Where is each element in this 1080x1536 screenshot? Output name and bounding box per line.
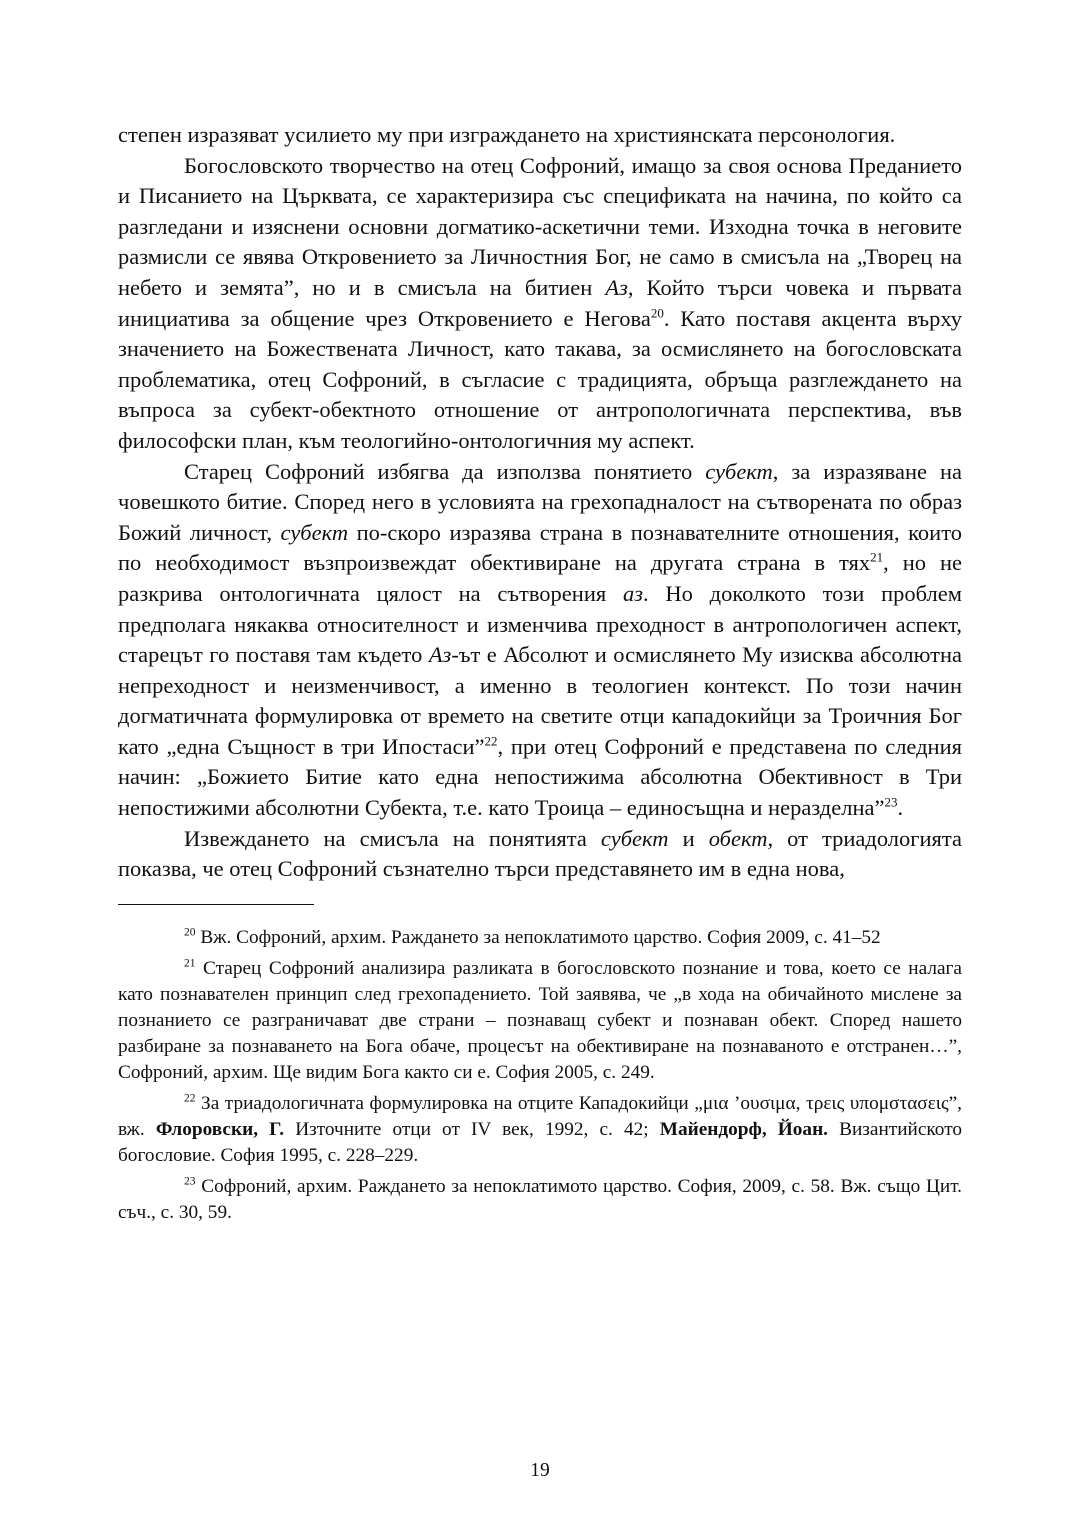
footnote-23 bbox=[118, 1174, 962, 1226]
footnote-ref-22[interactable]: 22 bbox=[484, 733, 498, 749]
footnotes bbox=[118, 925, 962, 1226]
footnote-text: Вж. Софроний, архим. Раждането за непоклатимото царство. София 2009, с. 41–52 bbox=[195, 926, 881, 948]
page-number: 19 bbox=[530, 1460, 550, 1481]
main-text bbox=[118, 120, 962, 885]
paragraph-4-text: Извеждането на смисъла на понятията bbox=[184, 825, 601, 851]
paragraph-2-text: , Който търси човека и първата инициатива за общение чрез Откровението е Негова bbox=[118, 274, 962, 331]
paragraph-2 bbox=[118, 151, 962, 457]
italic-term: Аз bbox=[605, 274, 628, 300]
paragraph-1-text: степен изразяват усилието му при изграждането на християнската персонология. bbox=[118, 122, 896, 147]
paragraph-2-text: Богословското творчество на отец Софроний, имащо за своя основа Преданието и Писанието на Църквата, се характеризира със спецификата на начина, по който са разгледани и изяснени основни догматико-аскетични теми. Изходна точка в неговите размисли се явява Откровението за Личностния Бог, не само в смисъла на „Творец на небето и земята”, но и в смисъла на битиен bbox=[118, 152, 962, 300]
footnote-text: Източните отци от IV век, 1992, с. 42; bbox=[284, 1118, 660, 1140]
paragraph-2-text: . Като поставя акцента върху значението на Божествената Личност, като такава, за осмислянето на богословската проблематика, отец Софроний, в съгласие с традицията, обръща разглеждането на въпроса за субект-обектното отношение от антропологичната перспектива, във философски план, към теологийно-онтологичния му аспект. bbox=[118, 305, 963, 453]
footnote-21 bbox=[118, 956, 962, 1086]
footnote-text: Софроний, архим. Раждането за непоклатимото царство. София, 2009, с. 58. Вж. също Цит. съч., с. 30, 59. bbox=[118, 1175, 962, 1223]
author-name: Флоровски, Г. bbox=[155, 1118, 285, 1140]
paragraph-4-text: и bbox=[668, 825, 709, 851]
paragraph-3-text: , при отец Софроний е представена по следния начин: „Божието Битие като една непостижима абсолютна Обективност в Три непостижими абсолютни Субекта, т.е. като Троица – единосъщна и неразделна” bbox=[118, 733, 962, 821]
paragraph-3 bbox=[118, 457, 962, 824]
footnote-text: За триадологичната формулировка на отците Кападокийци „μια ’ουσιμα, τρεις υπομστασεις”, вж. bbox=[118, 1092, 962, 1140]
footnote-ref-23[interactable]: 23 bbox=[884, 794, 898, 810]
footnote-divider bbox=[118, 904, 314, 905]
italic-term: субект bbox=[705, 458, 773, 484]
paragraph-3-text: Старец Софроний избягва да използва понятието bbox=[184, 458, 706, 484]
footnote-ref-20[interactable]: 20 bbox=[650, 305, 664, 321]
paragraph-3-text: , но не разкрива онтологичната цялост на сътворения bbox=[118, 550, 962, 606]
page-content bbox=[118, 120, 962, 1231]
footnote-20 bbox=[118, 925, 962, 951]
footnote-ref-21[interactable]: 21 bbox=[870, 549, 884, 565]
italic-term: Аз bbox=[428, 642, 452, 668]
italic-term: субект bbox=[280, 519, 349, 545]
paragraph-3-text: , за изразяване на човешкото битие. Според него в условията на грехопадналост на сътворената по образ Божий личност, bbox=[118, 458, 962, 545]
footnote-number: 23 bbox=[184, 1175, 196, 1188]
paragraph-3-text: . Но доколкото този проблем предполага някаква относителност и изменчива преходност в антропологичен аспект, старецът го поставя там където bbox=[118, 580, 962, 668]
italic-term: субект bbox=[600, 825, 669, 851]
footnote-number: 20 bbox=[184, 926, 196, 939]
italic-term: аз bbox=[622, 580, 644, 606]
author-name: Майендорф, Йоан. bbox=[659, 1118, 828, 1140]
paragraph-3-text: -ът е Абсолют и осмислянето Му изисква абсолютна непреходност и неизменчивост, а именно в теологиен контекст. По този начин догматичната формулировка от времето на светите отци кападокийци за Троичния Бог като „една Същност в три Ипостаси” bbox=[118, 642, 962, 759]
italic-term: обект bbox=[708, 825, 768, 851]
footnote-number: 21 bbox=[184, 957, 196, 970]
paragraph-1 bbox=[118, 120, 962, 151]
footnote-number: 22 bbox=[184, 1092, 196, 1105]
footnote-22 bbox=[118, 1091, 962, 1169]
paragraph-4-text: , от триадологията показва, че отец Софроний съзнателно търси представянето им в една нова, bbox=[118, 825, 962, 882]
footnote-text: Византийското богословие. София 1995, с. 228–229. bbox=[118, 1118, 963, 1166]
footnote-text: Старец Софроний анализира разликата в богословското познание и това, което се налага като познавателен принцип след грехопадението. Той заявява, че „в хода на обичайното мислене за познанието се разграничават две страни – познаващ субект и познаван обект. Според нашето разбиране за познаването на Бога обаче, процесът на обективиране на познаваното е отстранен…”, Софроний, архим. Ще видим Бога както си е. София 2005, с. 249. bbox=[118, 957, 962, 1083]
paragraph-4 bbox=[118, 824, 962, 885]
paragraph-3-text: по-скоро изразява страна в познавателните отношения, които по необходимост възпроизвеждат обективиране на другата страна в тях bbox=[118, 519, 962, 576]
paragraph-3-text: . bbox=[897, 795, 904, 821]
